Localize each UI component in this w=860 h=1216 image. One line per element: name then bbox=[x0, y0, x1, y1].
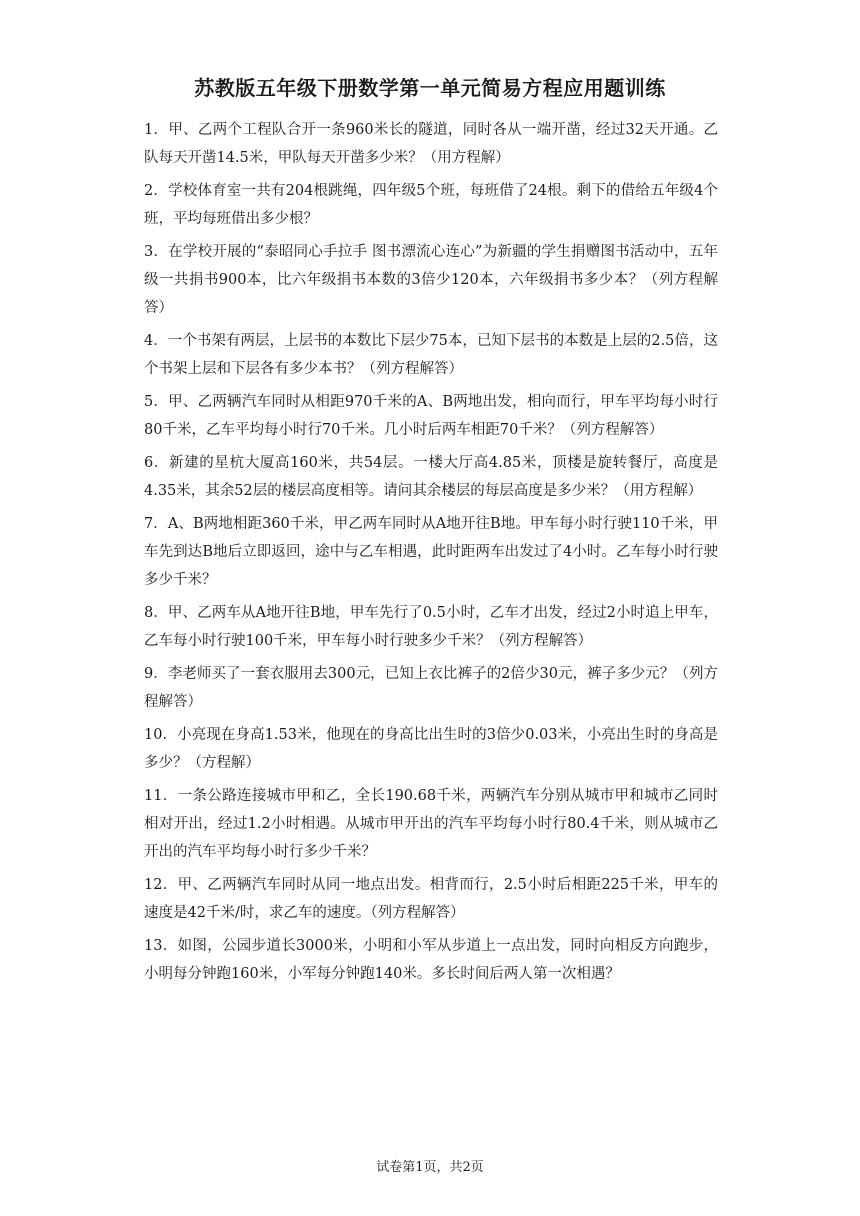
question-5: 5．甲、乙两辆汽车同时从相距970千米的A、B两地出发，相向而行，甲车平均每小时行80千米，乙车平均每小时行70千米。几小时后两车相距70千米？（列方程解答） bbox=[144, 394, 718, 438]
question-13: 13．如图，公园步道长3000米，小明和小军从步道上一点出发，同时向相反方向跑步，小明每分钟跑160米，小军每分钟跑140米。多长时间后两人第一次相遇？ bbox=[144, 938, 718, 982]
page-footer: 试卷第1页，共2页 bbox=[376, 1160, 484, 1175]
question-3: 3．在学校开展的“泰昭同心手拉手 图书漂流心连心”为新疆的学生捐赠图书活动中，五年级一共捐书900本，比六年级捐书本数的3倍少120本，六年级捐书多少本？（列方程解答） bbox=[144, 244, 718, 316]
document-title: 苏教版五年级下册数学第一单元简易方程应用题训练 bbox=[194, 76, 666, 100]
question-12: 12．甲、乙两辆汽车同时从同一地点出发。相背而行，2.5小时后相距225千米，甲车的速度是42千米/时，求乙车的速度。（列方程解答） bbox=[144, 877, 718, 921]
question-9: 9．李老师买了一套衣服用去300元，已知上衣比裤子的2倍少30元，裤子多少元？（列方程解答） bbox=[144, 666, 718, 710]
question-7: 7．A、B两地相距360千米，甲乙两车同时从A地开往B地。甲车每小时行驶110千米，甲车先到达B地后立即返回，途中与乙车相遇，此时距两车出发过了4小时。乙车每小时行驶多少千米？ bbox=[144, 516, 718, 588]
question-2: 2．学校体育室一共有204根跳绳，四年级5个班，每班借了24根。剩下的借给五年级4个班，平均每班借出多少根？ bbox=[144, 183, 718, 227]
question-1: 1．甲、乙两个工程队合开一条960米长的隧道，同时各从一端开凿，经过32天开通。乙队每天开凿14.5米，甲队每天开凿多少米？（用方程解） bbox=[144, 122, 718, 166]
question-4: 4．一个书架有两层，上层书的本数比下层少75本，已知下层书的本数是上层的2.5倍，这个书架上层和下层各有多少本书？（列方程解答） bbox=[144, 333, 718, 377]
question-list bbox=[144, 116, 718, 993]
question-10: 10．小亮现在身高1.53米，他现在的身高比出生时的3倍少0.03米，小亮出生时的身高是多少？（方程解） bbox=[144, 727, 718, 771]
question-6: 6．新建的星杭大厦高160米，共54层。一楼大厅高4.85米，顶楼是旋转餐厅，高度是4.35米，其余52层的楼层高度相等。请问其余楼层的每层高度是多少米？（用方程解） bbox=[144, 455, 718, 499]
question-11: 11．一条公路连接城市甲和乙，全长190.68千米，两辆汽车分别从城市甲和城市乙同时相对开出，经过1.2小时相遇。从城市甲开出的汽车平均每小时行80.4千米，则从城市乙开出的汽车平均每小时行多少千米？ bbox=[144, 788, 718, 860]
question-8: 8．甲、乙两车从A地开往B地，甲车先行了0.5小时，乙车才出发，经过2小时追上甲车，乙车每小时行驶100千米，甲车每小时行驶多少千米？（列方程解答） bbox=[144, 605, 718, 649]
